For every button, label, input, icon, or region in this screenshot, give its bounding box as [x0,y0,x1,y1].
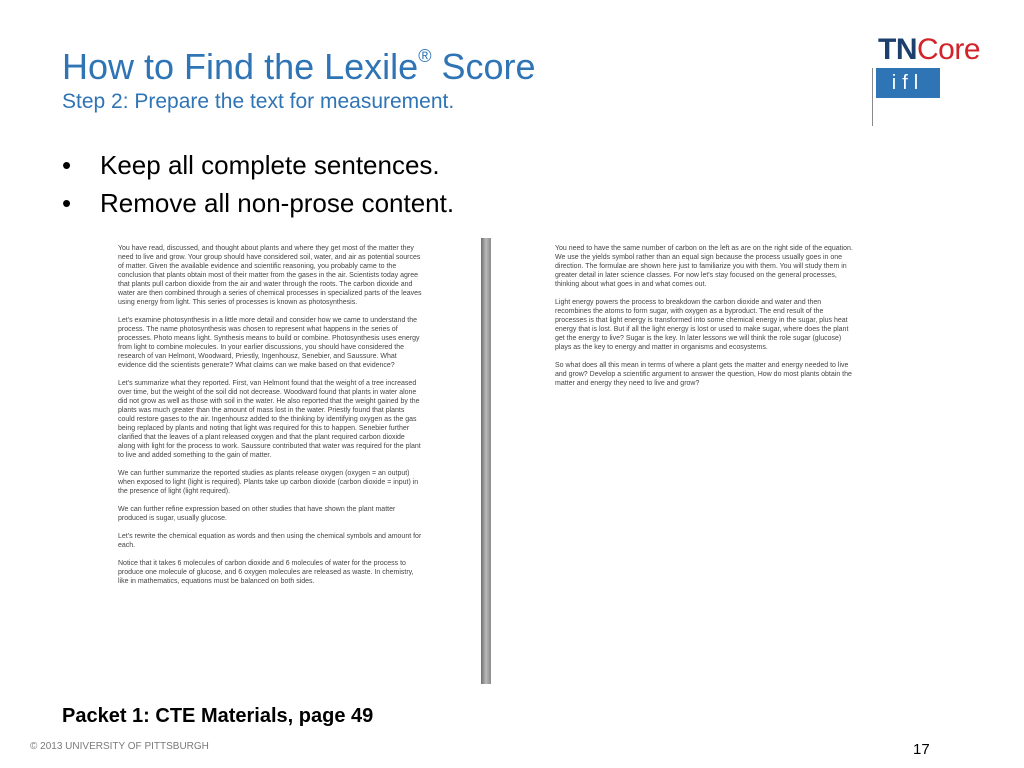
registered-mark: ® [418,46,432,66]
bullet-list [62,146,454,222]
document-paragraph: Let's examine photosynthesis in a little more detail and consider how we came to understand the process. The name photosynthesis was chosen to represent what happens in the series of processes. Photo means light. Synthesis means to build or combine. Photosynthesis uses energy from light to combine molecules. In your earlier discussions, you should have considered the research of van Helmont, Woodward, Priestly, Ingenhousz, Senebier, and Saussure. What evidence did the scientists generate? What claims can we make based on that evidence? [118,317,420,369]
page-divider [481,238,491,684]
slide-subtitle: Step 2: Prepare the text for measurement. [62,90,455,113]
source-caption: Packet 1: CTE Materials, page 49 [62,705,374,727]
slide-title-end: Score [431,46,536,87]
document-left-column [118,244,423,595]
document-paragraph: We can further refine expression based on other studies that have shown the plant matter produced is sugar, usually glucose. [118,506,396,522]
ifl-badge: ifl [876,68,940,98]
document-scan [110,238,970,684]
bullet-dot: • [62,150,72,180]
document-paragraph: Let's rewrite the chemical equation as words and then using the chemical symbols and amount for each. [118,533,422,549]
logo-tn: TN [878,33,917,66]
document-paragraph: Notice that it takes 6 molecules of carbon dioxide and 6 molecules of water for the process to produce one molecule of glucose, and 6 oxygen molecules are released as waste. In chemistry, like in mathematics, equations must be balanced on both sides. [118,560,414,585]
document-paragraph: So what does all this mean in terms of where a plant gets the matter and energy needed to live and grow? Develop a scientific argument to answer the question, How do most plants obtain the matter and energy they need to live and grow? [555,362,852,387]
bullet-item [62,184,454,222]
tncore-ifl-logo [872,30,992,130]
document-paragraph: You need to have the same number of carbon on the left as are on the right side of the equation. We use the yields symbol rather than an equal sign because the process usually goes in one direction. The formulae are shown here just to familiarize you with them. You will study them in greater detail in later science classes. For now let's stay focused on the general processes, thinking about what goes in and what comes out. [555,245,853,288]
bullet-text: Remove all non-prose content. [100,188,455,218]
logo-core: Core [917,33,981,66]
document-paragraph: Let's summarize what they reported. First, van Helmont found that the weight of a tree increased over time, but the weight of the soil did not decrease. Woodward found that plants in water alone did not grow as well as those with soil in the water. He also reported that the weight gained by the plants was much greater than the amount of mass lost in the water. Priestly found that plants could restore gases to the air. Ingenhousz added to the thinking by identifying oxygen as the gas being replaced by plants and noting that light was required for this to happen. Senebier further clarified that the leaves of a plant released oxygen and that the plant required carbon dioxide along with light for the process to work. Saussure contributed that water was required for the plant to live and added something to the gain of matter. [118,380,421,459]
logo-divider [872,68,873,126]
document-paragraph: We can further summarize the reported studies as plants release oxygen (oxygen = an output) when exposed to light (light is required). Plants take up carbon dioxide (carbon dioxide = input) in the presence of light (light required). [118,470,419,495]
slide-title [62,40,536,87]
tncore-wordmark [878,32,980,68]
slide-title-text: How to Find the Lexile [62,46,419,87]
document-paragraph: You have read, discussed, and thought about plants and where they get most of the matter they need to live and grow. Your group should have considered soil, water, and air as potential sources of matter. Given the available evidence and scientific reasoning, you probably came to the conclusion that plants obtain most of their matter from the gases in the air. Scientists today agree that plants pull carbon dioxide from the air and water through the roots. The carbon dioxide and water are then combined through a series of chemical processes in specialized parts of the leaves using energy from light. This series of processes is known as photosynthesis. [118,245,422,306]
bullet-text: Keep all complete sentences. [100,150,440,180]
document-right-column [555,244,855,397]
bullet-dot: • [62,188,72,218]
copyright-notice: © 2013 UNIVERSITY OF PITTSBURGH [30,741,209,752]
bullet-item [62,146,454,184]
document-paragraph: Light energy powers the process to breakdown the carbon dioxide and water and then recombines the atoms to form sugar, with oxygen as a byproduct. The end result of the processes is that light energy is transformed into some chemical energy in the sugar, plus heat energy that is lost. But if all the light energy is lost or used to make sugar, where does the plant get the energy to live? Sugar is the key. In later lessons we will think the role sugar (glucose) plays as the key to energy and matter in organisms and ecosystems. [555,299,849,351]
page-number: 17 [913,741,930,758]
